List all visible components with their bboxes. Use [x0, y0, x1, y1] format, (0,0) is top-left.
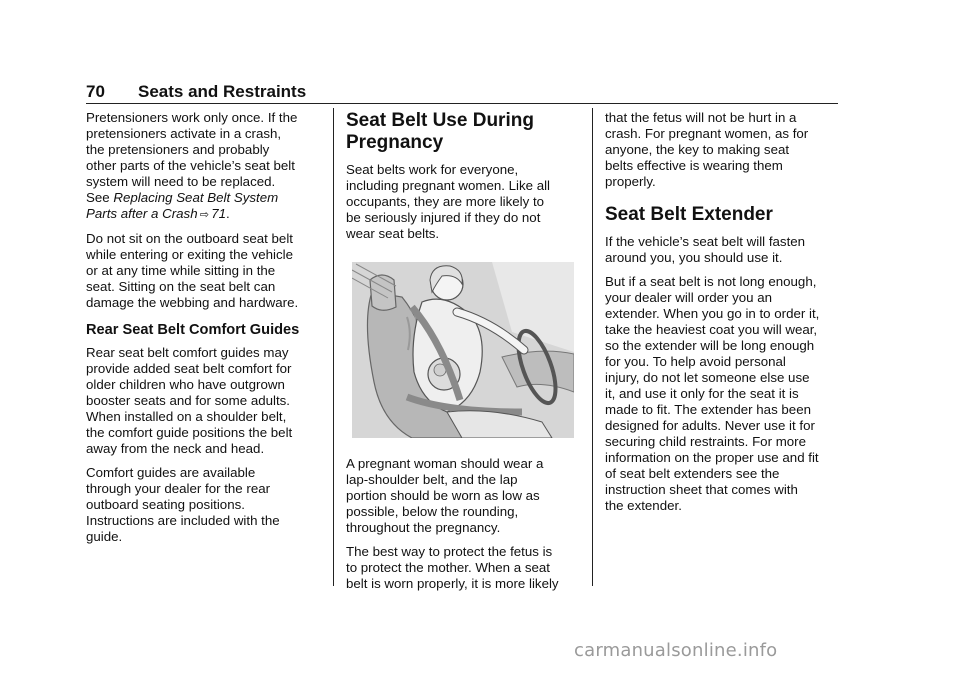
cross-reference-link[interactable]: Replacing Seat Belt System Parts after a Crash	[86, 190, 279, 221]
pregnancy-heading: Seat Belt Use During Pregnancy	[346, 110, 534, 153]
column-1	[86, 110, 326, 553]
pregnancy-paragraph-2: A pregnant woman should wear a lap-shoulder belt, and the lap portion should be worn as low as possible, below the rounding, throughout the pregnancy.	[346, 456, 544, 535]
pretensioners-paragraph	[86, 110, 326, 223]
column-divider-2	[592, 108, 593, 586]
column-divider-1	[333, 108, 334, 586]
comfort-guides-paragraph-1: Rear seat belt comfort guides may provide added seat belt comfort for older children who have outgrown booster seats and for some adults. When installed on a shoulder belt, the comfort guide positions the belt away from the neck and head.	[86, 345, 293, 456]
extender-paragraph-2: But if a seat belt is not long enough, your dealer will order you an extender. When you go in to order it, take the heaviest coat you will wear, so the extender will be long enough for you. To help avoid personal injury, do not let someone else use it, and use it only for the seat it is made to fit. The extender has been designed for adults. Never use it for securing child restraints. For more information on the proper use and fit of seat belt extenders see the instruction sheet that comes with the extender.	[605, 274, 820, 513]
pretensioners-text: Pretensioners work only once. If the pretensioners activate in a crash, the pretensioners and probably other parts of the vehicle’s seat belt system will need to be replaced. See	[86, 110, 298, 205]
page-ref-arrow-icon: ⇨	[197, 209, 212, 221]
sentence-end: .	[226, 206, 230, 221]
pregnancy-paragraph-1: Seat belts work for everyone, including pregnant women. Like all occupants, they are more likely to be seriously injured if they do not wear seat belts.	[346, 162, 551, 241]
header-rule	[86, 103, 838, 104]
page-ref-number[interactable]: 71	[211, 206, 227, 221]
outboard-seat-paragraph: Do not sit on the outboard seat belt while entering or exiting the vehicle or at any time while sitting in the seat. Sitting on the seat belt can damage the webbing and hardware.	[86, 231, 299, 310]
pregnant-woman-seatbelt-illustration	[352, 262, 574, 438]
section-title: Seats and Restraints	[138, 82, 307, 101]
extender-heading: Seat Belt Extender	[605, 204, 773, 225]
page-header	[86, 82, 838, 104]
pregnancy-paragraph-3: The best way to protect the fetus is to protect the mother. When a seat belt is worn properly, it is more likely	[346, 544, 559, 591]
comfort-guides-paragraph-2: Comfort guides are available through your dealer for the rear outboard seating positions. Instructions are included with the guide.	[86, 465, 280, 544]
page-number: 70	[86, 82, 105, 101]
extender-paragraph-1: If the vehicle’s seat belt will fasten around you, you should use it.	[605, 234, 806, 265]
column-3	[605, 110, 841, 522]
comfort-guides-heading: Rear Seat Belt Comfort Guides	[86, 322, 300, 338]
watermark-text: carmanualsonline.info	[574, 640, 778, 661]
column-2	[346, 110, 584, 600]
pregnancy-paragraph-continued: that the fetus will not be hurt in a crash. For pregnant women, as for anyone, the key to making seat belts effective is wearing them properly.	[605, 110, 809, 189]
